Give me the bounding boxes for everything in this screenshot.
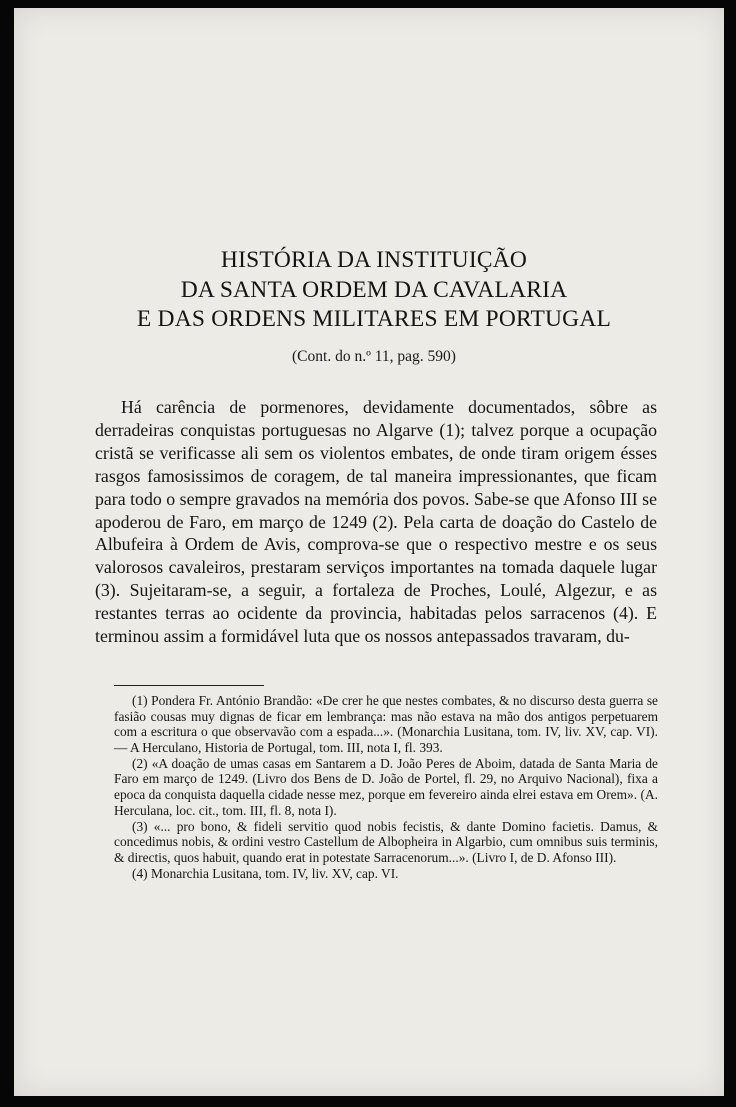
document-page xyxy=(14,8,724,1096)
title-line-3: E DAS ORDENS MILITARES EM PORTUGAL xyxy=(136,306,612,332)
article-title xyxy=(74,246,674,335)
footnote-1: (1) Pondera Fr. António Brandão: «De crer he que nestes combates, & no discurso desta guerra se fasião cousas muy dignas de ficar em lembrança: mas não estava na mão dos antigos perpetuarem com a escritura o que observavão com a espada...». (Monarchia Lusitana, tom. IV, liv. XV, cap. VI). — A Herculano, Historia de Portugal, tom. III, nota I, fl. 393. xyxy=(114,693,658,755)
footnote-divider xyxy=(114,685,264,686)
footnote-4: (4) Monarchia Lusitana, tom. IV, liv. XV, cap. VI. xyxy=(132,866,399,882)
footnote-2: (2) «A doação de umas casas em Santarem a D. João Peres de Aboim, datada de Santa Maria de Faro em março de 1249. (Livro dos Bens de D. João de Portel, fl. 29, no Arquivo Nacional), fixa a epoca da conquista daquella cidade nesse mez, porque em fevereiro ainda elrei estava em Orem». (A. Herculana, loc. cit., tom. III, fl. 8, nota I). xyxy=(114,755,658,818)
continuation-note: (Cont. do n.º 11, pag. 590) xyxy=(292,348,456,365)
body-text xyxy=(95,396,657,648)
footnote-3: (3) «... pro bono, & fideli servitio quod nobis fecistis, & dante Domino facietis. Damus, & concedimus nobis, & ordini vestro Castellum de Albopheira in Algarbio, cum omnibus suis terminis, & directis, quos habuit, quando erat in potestate Sarracenorum...». (Livro I, de D. Afonso III). xyxy=(114,818,658,865)
title-line-2: DA SANTA ORDEM DA CAVALARIA xyxy=(180,276,568,303)
title-line-1: HISTÓRIA DA INSTITUIÇÃO xyxy=(220,247,528,273)
body-paragraph: Há carência de pormenores, devidamente documentados, sôbre as derradeiras conquistas portuguesas no Algarve (1); talvez porque a ocupação cristã se verificasse ali sem os violentos embates, de onde tiram origem ésses rasgos famosissimos de coragem, de tal maneira impressionantes, que ficam para todo o sempre gravados na memória dos povos. Sabe-se que Afonso III se apoderou de Faro, em março de 1249 (2). Pela carta de doação do Castelo de Albufeira à Ordem de Avis, comprova-se que o respectivo mestre e os seus valorosos cavaleiros, prestaram serviços importantes na tomada daquele lugar (3). Sujeitaram-se, a seguir, a fortaleza de Proches, Loulé, Algezur, e as restantes terras ao ocidente da provincia, habitadas pelos sarracenos (4). E terminou assim a formidável luta que os nossos antepassados travaram, du- xyxy=(95,397,657,647)
footnotes xyxy=(114,693,658,882)
